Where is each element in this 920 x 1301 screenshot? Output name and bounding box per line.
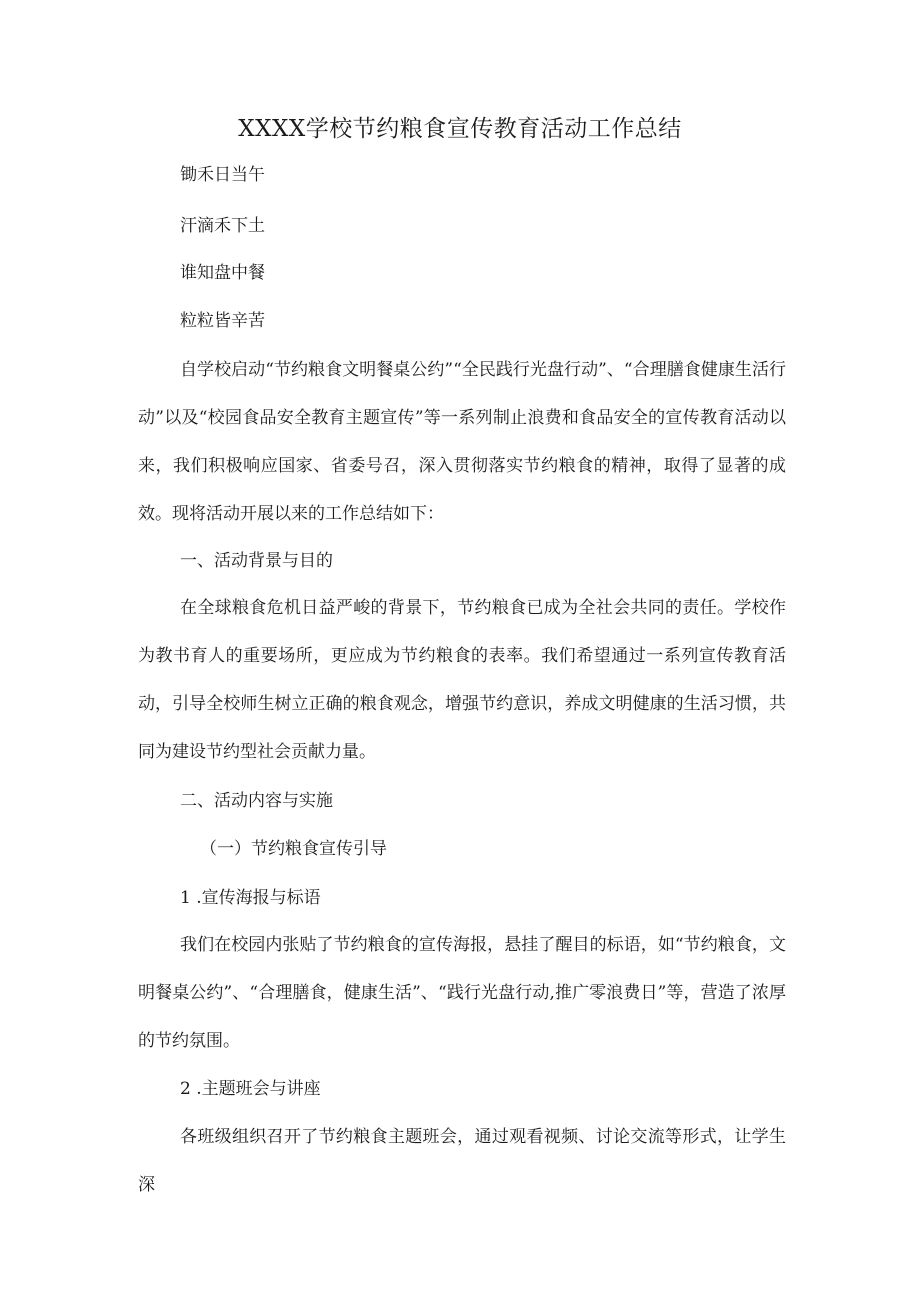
section-1-heading: 一、活动背景与目的 (180, 551, 333, 571)
poem-line-1: 锄禾日当午 (180, 165, 265, 185)
section-1-paragraph: 在全球粮食危机日益严峻的背景下，节约粮食已成为全社会共同的责任。学校作为教书育人的重要场所，更应成为节约粮食的表率。我们希望通过一系列宣传教育活动，引导全校师生树立正确的粮食观念，增强节约意识，养成文明健康的生活习惯，共同为建设节约型社会贡献力量。 (138, 598, 786, 762)
item-2-paragraph: 各班级组织召开了节约粮食主题班会，通过观看视频、讨论交流等形式，让学生深 (138, 1127, 786, 1195)
item-1-paragraph: 我们在校园内张贴了节约粮食的宣传海报，悬挂了醒目的标语，如“节约粮食，文明餐桌公约”、“合理膳食，健康生活”、“践行光盘行动,推广零浪费日”等，营造了浓厚的节约氛围。 (138, 935, 786, 1051)
poem-line-2: 汗滴禾下土 (180, 216, 265, 236)
poem-line-3: 谁知盘中餐 (180, 263, 265, 283)
subsection-1-heading: （一）节约粮食宣传引导 (200, 839, 387, 859)
document-title: XXXX学校节约粮食宣传教育活动工作总结 (238, 116, 682, 142)
poem-line-4: 粒粒皆辛苦 (180, 311, 265, 331)
item-2-heading: 2 .主题班会与讲座 (180, 1079, 321, 1099)
intro-paragraph: 自学校启动“节约粮食文明餐桌公约”“全民践行光盘行动”、“合理膳食健康生活行动”以及“校园食品安全教育主题宣传”等一系列制止浪费和食品安全的宣传教育活动以来，我们积极响应国家、省委号召，深入贯彻落实节约粮食的精神，取得了显著的成效。现将活动开展以来的工作总结如下： (138, 360, 786, 524)
section-2-heading: 二、活动内容与实施 (180, 791, 333, 811)
item-1-heading: 1 .宣传海报与标语 (180, 888, 321, 908)
